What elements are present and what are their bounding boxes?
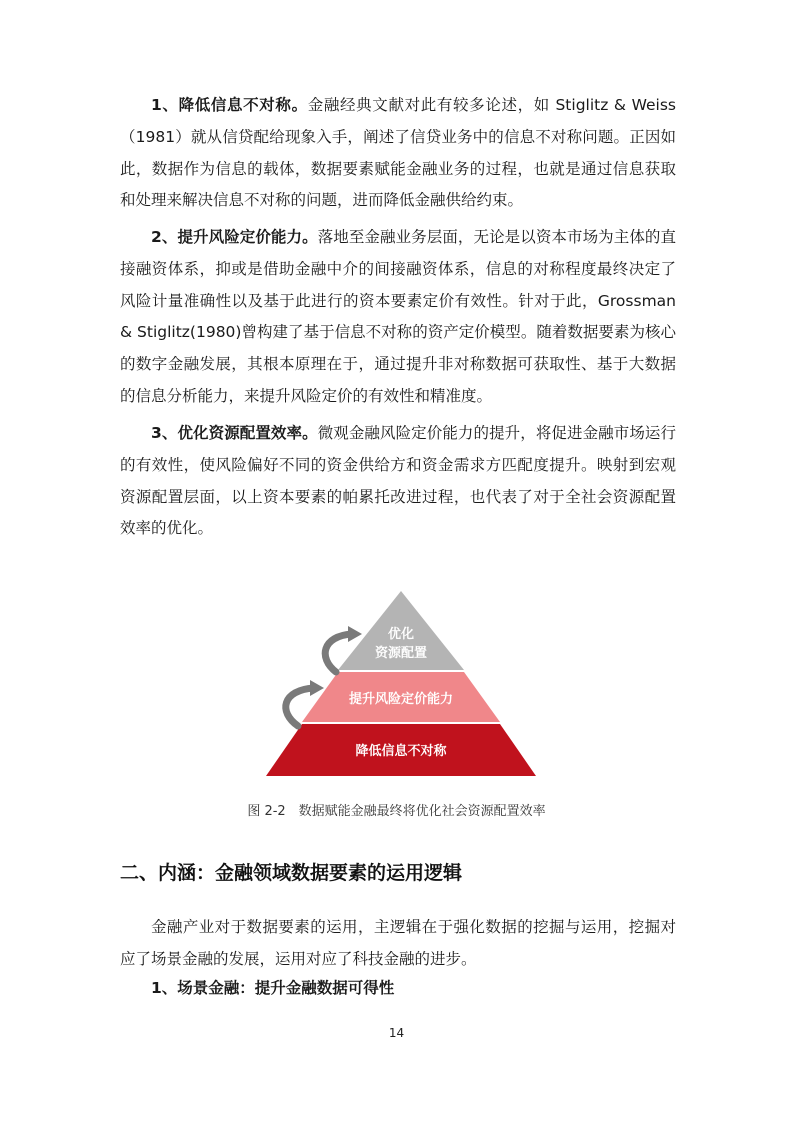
tier-label-bottom: 降低信息不对称: [355, 744, 447, 759]
paragraph-reduce-information-asymmetry: [120, 90, 676, 217]
tier-label-top-line1: 优化: [387, 627, 415, 642]
tier-label-top-line2: 资源配置: [374, 646, 428, 661]
paragraph-resource-allocation: [120, 418, 676, 545]
figure-caption: 图 2-2 数据赋能金融最终将优化社会资源配置效率: [247, 804, 546, 819]
paragraph-text: 微观金融风险定价能力的提升，将促进金融市场运行的有效性，使风险偏好不同的资金供给方和资金需求方匹配度提升。映射到宏观资源配置层面，以上资本要素的帕累托改进过程，也代表了对于全社会资源配置效率的优化。: [120, 424, 676, 538]
page-number: 14: [388, 1026, 405, 1040]
paragraph-text: 落地至金融业务层面，无论是以资本市场为主体的直接融资体系，抑或是借助金融中介的间接融资体系，信息的对称程度最终决定了风险计量准确性以及基于此进行的资本要素定价有效性。针对于此，Grossman & Stiglitz(1980)曾构建了基于信息不对称的资产定价模型。随着数据要素为核心的数字金融发展，其根本原理在于，通过提升非对称数据可获取性、基于大数据的信息分析能力，来提升风险定价的有效性和精准度。: [120, 228, 676, 405]
paragraph-risk-pricing: [120, 222, 676, 413]
arrow-head-icon: [348, 626, 362, 642]
arrow-head-icon: [310, 680, 324, 696]
section-paragraph: 金融产业对于数据要素的运用，主逻辑在于强化数据的挖掘与运用，挖掘对应了场景金融的发展，运用对应了科技金融的进步。: [120, 918, 676, 968]
section-heading: 二、内涵：金融领域数据要素的运用逻辑: [120, 862, 463, 884]
subheading: 1、场景金融：提升金融数据可得性: [151, 979, 395, 997]
paragraph-lead: 2、提升风险定价能力。: [151, 228, 318, 246]
paragraph-lead: 3、优化资源配置效率。: [151, 424, 318, 442]
pyramid-figure: [262, 586, 542, 786]
paragraph-lead: 1、降低信息不对称。: [151, 96, 308, 114]
paragraph-text: 金融经典文献对此有较多论述，如 Stiglitz & Weiss（1981）就从信贷配给现象入手，阐述了信贷业务中的信息不对称问题。正因如此，数据作为信息的载体，数据要素赋能金融业务的过程，也就是通过信息获取和处理来解决信息不对称的问题，进而降低金融供给约束。: [120, 96, 676, 210]
tier-label-middle: 提升风险定价能力: [348, 692, 454, 707]
pyramid-diagram: [262, 586, 542, 786]
